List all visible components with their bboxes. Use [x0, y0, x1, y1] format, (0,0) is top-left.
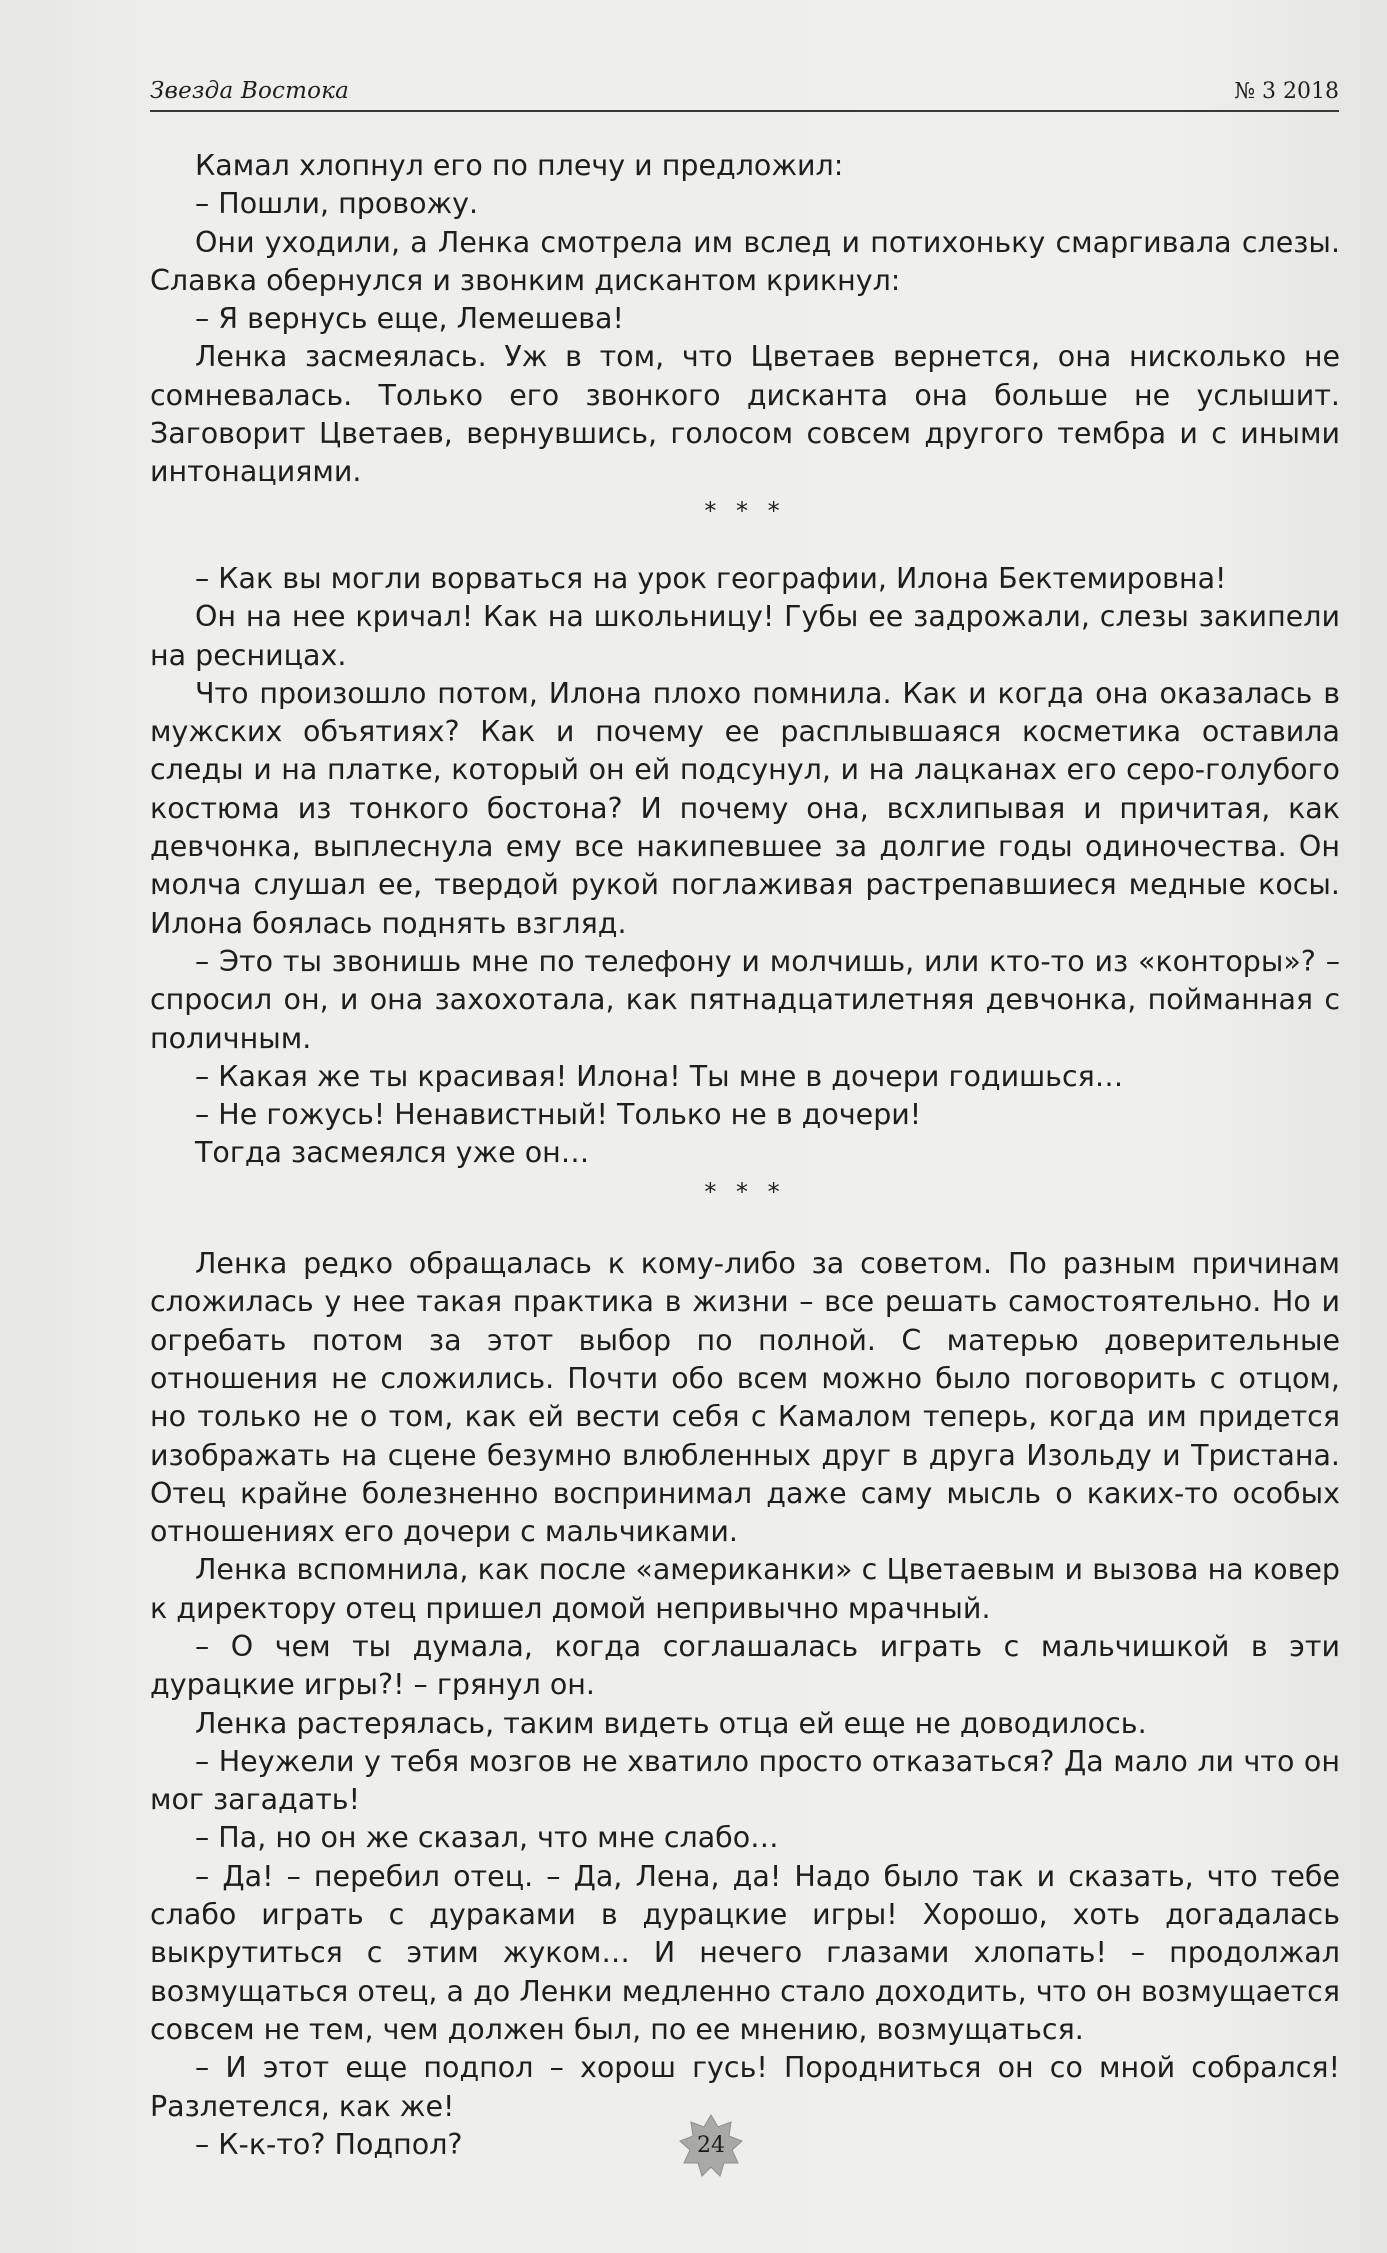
paragraph: – Пошли, провожу. [195, 187, 479, 221]
paragraph: Ленка вспомнила, как после «американки» с Цветаевым и вызова на ковер к директору отец пришел домой непривычно мрачный. [150, 1553, 1340, 1625]
section-separator: * * * [704, 496, 786, 525]
paragraph: – Я вернусь еще, Лемешева! [195, 302, 624, 336]
paragraph: Камал хлопнул его по плечу и предложил: [195, 149, 844, 182]
paragraph: Ленка редко обращалась к кому-либо за советом. По разным причинам сложилась у нее такая практика в жизни – все решать самостоятельно. Но и огребать потом за этот выбор по полной. С матерью доверительные отношения не сложились. Почти обо всем можно было поговорить с отцом, но только не о том, как ей вести себя с Камалом теперь, когда им придется изображать на сцене безумно влюбленных друг в друга Изольду и Тристана. Отец крайне болезненно воспринимал даже саму мысль о каких-то особых отношениях его дочери с мальчиками. [150, 1247, 1340, 1549]
paragraph: Они уходили, а Ленка смотрела им вслед и потихоньку смаргивала слезы. Славка обернулся и звонким дискантом крикнул: [150, 225, 1340, 297]
spacer [150, 530, 1340, 560]
journal-title: Звезда Востока [150, 78, 350, 104]
paragraph: – Какая же ты красивая! Илона! Ты мне в дочери годишься… [195, 1059, 1124, 1093]
paragraph: Что произошло потом, Илона плохо помнила. Как и когда она оказалась в мужских объятиях? Как и почему ее расплывшаяся косметика оставила следы и на платке, который он ей подсунул, и на лацканах его серо-голубого костюма из тонкого бостона? И почему она, всхлипывая и причитая, как девчонка, выплеснула ему все накипевшее за долгие годы одиночества. Он молча слушал ее, твердой рукой поглаживая растрепавшиеся медные косы. Илона боялась поднять взгляд. [150, 676, 1340, 940]
paragraph: – И этот еще подпол – хорош гусь! Породниться он со мной собрался! Разлетелся, как же! [150, 2051, 1340, 2123]
paragraph: Тогда засмеялся уже он… [195, 1136, 590, 1170]
paragraph: – Да! – перебил отец. – Да, Лена, да! Надо было так и сказать, что тебе слабо играть с дураками в дурацкие игры! Хорошо, хоть догадалась выкрутиться с этим жуком… И нечего глазами хлопать! – продолжал возмущаться отец, а до Ленки медленно стало доходить, что он возмущается совсем не тем, чем должен был, по ее мнению, возмущаться. [150, 1859, 1340, 2046]
paragraph: – Неужели у тебя мозгов не хватило просто отказаться? Да мало ли что он мог загадать! [150, 1744, 1340, 1817]
page-number-badge [679, 2114, 743, 2178]
body-text [150, 147, 1340, 2164]
running-header [150, 66, 1339, 112]
paragraph: – О чем ты думала, когда соглашалась играть с мальчишкой в эти дурацкие игры?! – грянул он. [150, 1629, 1340, 1702]
paragraph: – К-к-то? Подпол? [195, 2127, 463, 2161]
spacer [150, 1211, 1340, 1245]
paragraph: Ленка засмеялась. Уж в том, что Цветаев вернется, она нисколько не сомневалась. Только его звонкого дисканта она больше не услышит. Заговорит Цветаев, вернувшись, голосом совсем другого тембра и с иными интонациями. [150, 340, 1340, 489]
paragraph: – Как вы могли ворваться на урок географии, Илона Бектемировна! [195, 561, 1227, 595]
section-separator: * * * [704, 1177, 786, 1206]
paragraph: – Па, но он же сказал, что мне слабо… [195, 1821, 779, 1855]
page-number: 24 [697, 2133, 725, 2158]
paragraph: Ленка растерялась, таким видеть отца ей еще не доводилось. [195, 1706, 1147, 1740]
paragraph: – Это ты звонишь мне по телефону и молчишь, или кто-то из «конторы»? – спросил он, и она захохотала, как пятнадцатилетняя девчонка, пойманная с поличным. [150, 944, 1340, 1055]
paragraph: – Не гожусь! Ненавистный! Только не в дочери! [195, 1098, 922, 1132]
issue-number: № 3 2018 [1234, 79, 1339, 104]
paragraph: Он на нее кричал! Как на школьницу! Губы ее задрожали, слезы закипели на ресницах. [150, 600, 1340, 672]
